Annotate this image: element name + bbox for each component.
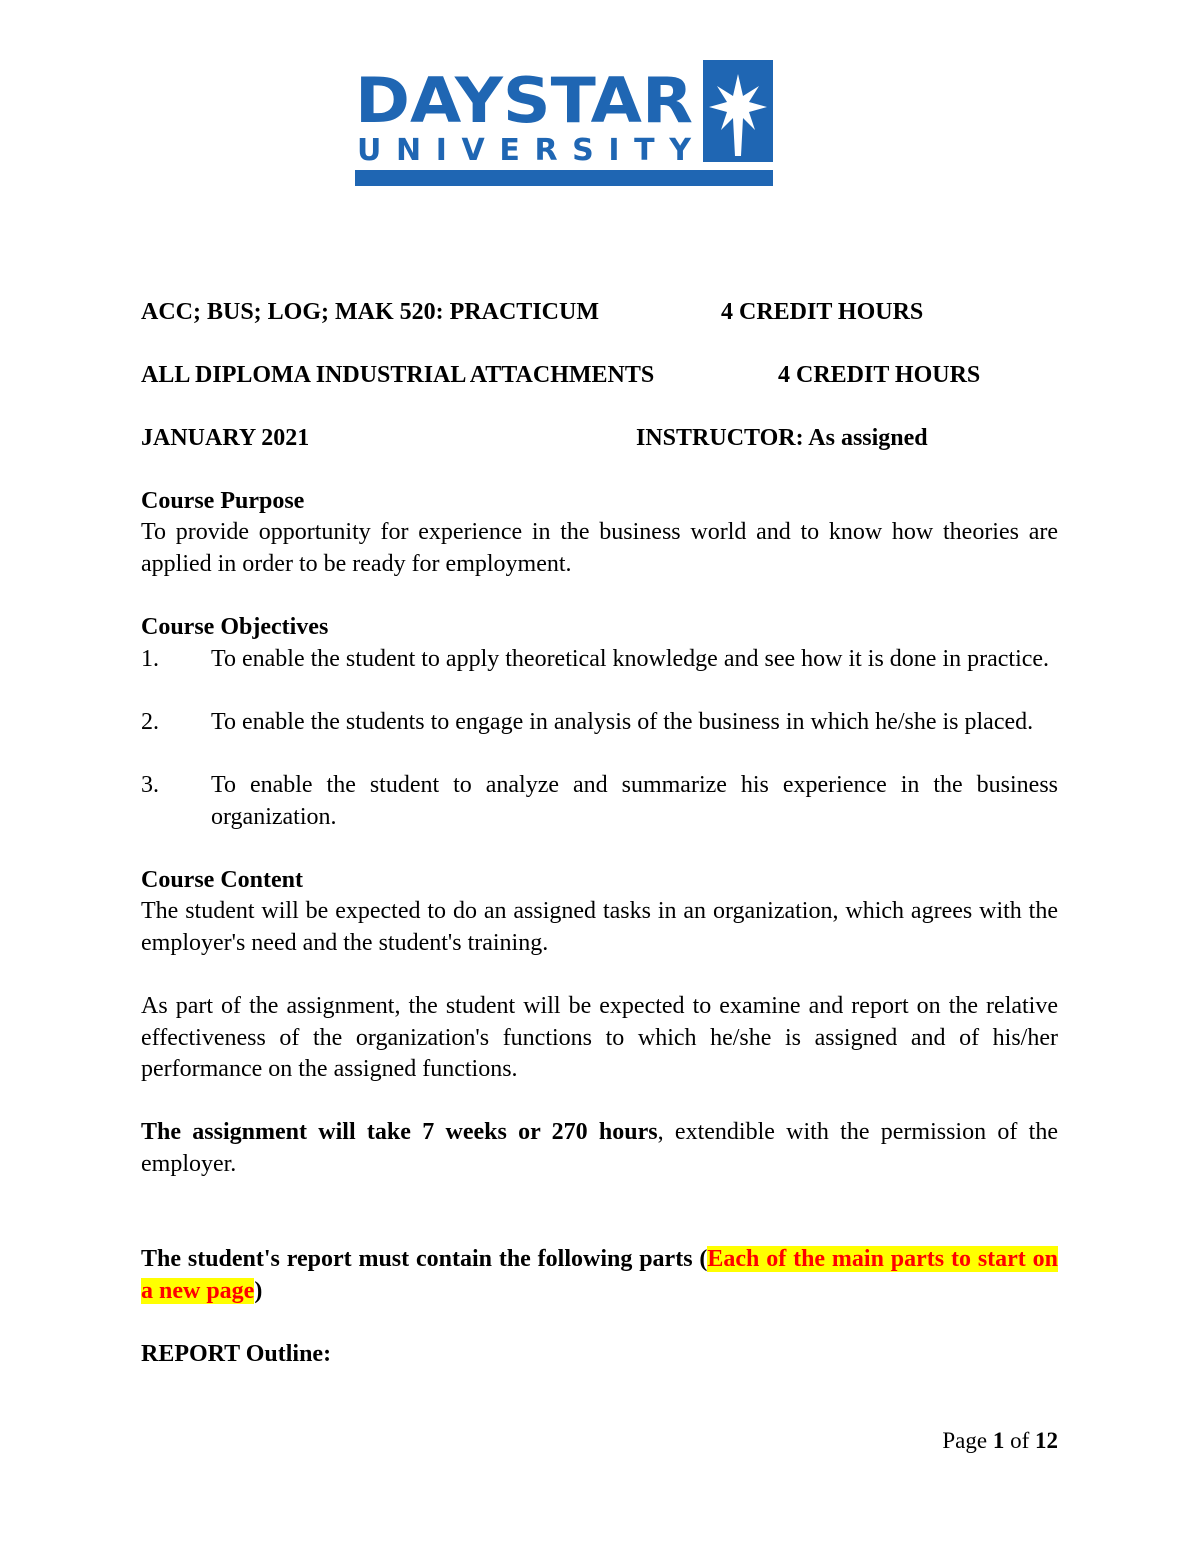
content-heading: Course Content	[141, 867, 303, 893]
attachment-title: ALL DIPLOMA INDUSTRIAL ATTACHMENTS	[141, 362, 655, 388]
logo-underline	[355, 170, 773, 186]
duration-bold: The assignment will take 7 weeks or 270 hours	[141, 1119, 658, 1145]
objective-text: To enable the students to engage in analysis of the business in which he/she is placed.	[211, 709, 1034, 735]
objective-number: 3.	[141, 772, 159, 798]
objective-number: 2.	[141, 709, 159, 735]
content-paragraph-1: The student will be expected to do an assigned tasks in an organization, which agrees with the employer's need and the student's training.	[141, 898, 1058, 956]
report-close: )	[254, 1277, 263, 1304]
logo-line-2: UNIVERSITY	[357, 133, 691, 168]
report-highlight: Each of the main parts to start on a new page	[141, 1246, 1058, 1304]
duration-paragraph	[141, 1117, 1058, 1180]
purpose-text: To provide opportunity for experience in the business world and to know how theories are applied in order to be ready for employment.	[141, 519, 1058, 577]
objectives-heading: Course Objectives	[141, 614, 329, 640]
page-label: Page	[942, 1428, 988, 1453]
objective-text: To enable the student to analyze and summarize his experience in the business organization.	[211, 772, 1058, 830]
report-intro-text: The student's report must contain the following parts (	[141, 1246, 708, 1272]
term: JANUARY 2021	[141, 425, 310, 451]
of-label: of	[1010, 1428, 1030, 1453]
objective-item	[141, 707, 1058, 739]
purpose-heading: Course Purpose	[141, 488, 305, 514]
page-number	[942, 1428, 1058, 1454]
duration-rest: , extendible with the permission of the employer.	[141, 1119, 1058, 1177]
page-current: 1	[992, 1428, 1005, 1453]
daystar-university-logo	[355, 60, 773, 188]
report-outline-heading: REPORT Outline:	[141, 1341, 332, 1367]
instructor: INSTRUCTOR: As assigned	[636, 425, 928, 451]
content-paragraph-2: As part of the assignment, the student will be expected to examine and report on the relative effectiveness of the organization's functions to which he/she is assigned and of his/her performance on the assigned functions.	[141, 993, 1058, 1082]
objective-item	[141, 770, 1058, 833]
objective-item	[141, 644, 1058, 676]
objective-number: 1.	[141, 646, 159, 672]
report-intro	[141, 1244, 1058, 1307]
logo-graphic	[355, 60, 773, 188]
attachment-credits: 4 CREDIT HOURS	[778, 362, 981, 388]
page-total: 12	[1035, 1428, 1058, 1453]
logo-line-1: DAYSTAR	[355, 64, 693, 137]
objective-text: To enable the student to apply theoretical knowledge and see how it is done in practice.	[211, 646, 1050, 672]
course-credits: 4 CREDIT HOURS	[721, 299, 924, 325]
course-code: ACC; BUS; LOG; MAK 520: PRACTICUM	[141, 299, 599, 325]
